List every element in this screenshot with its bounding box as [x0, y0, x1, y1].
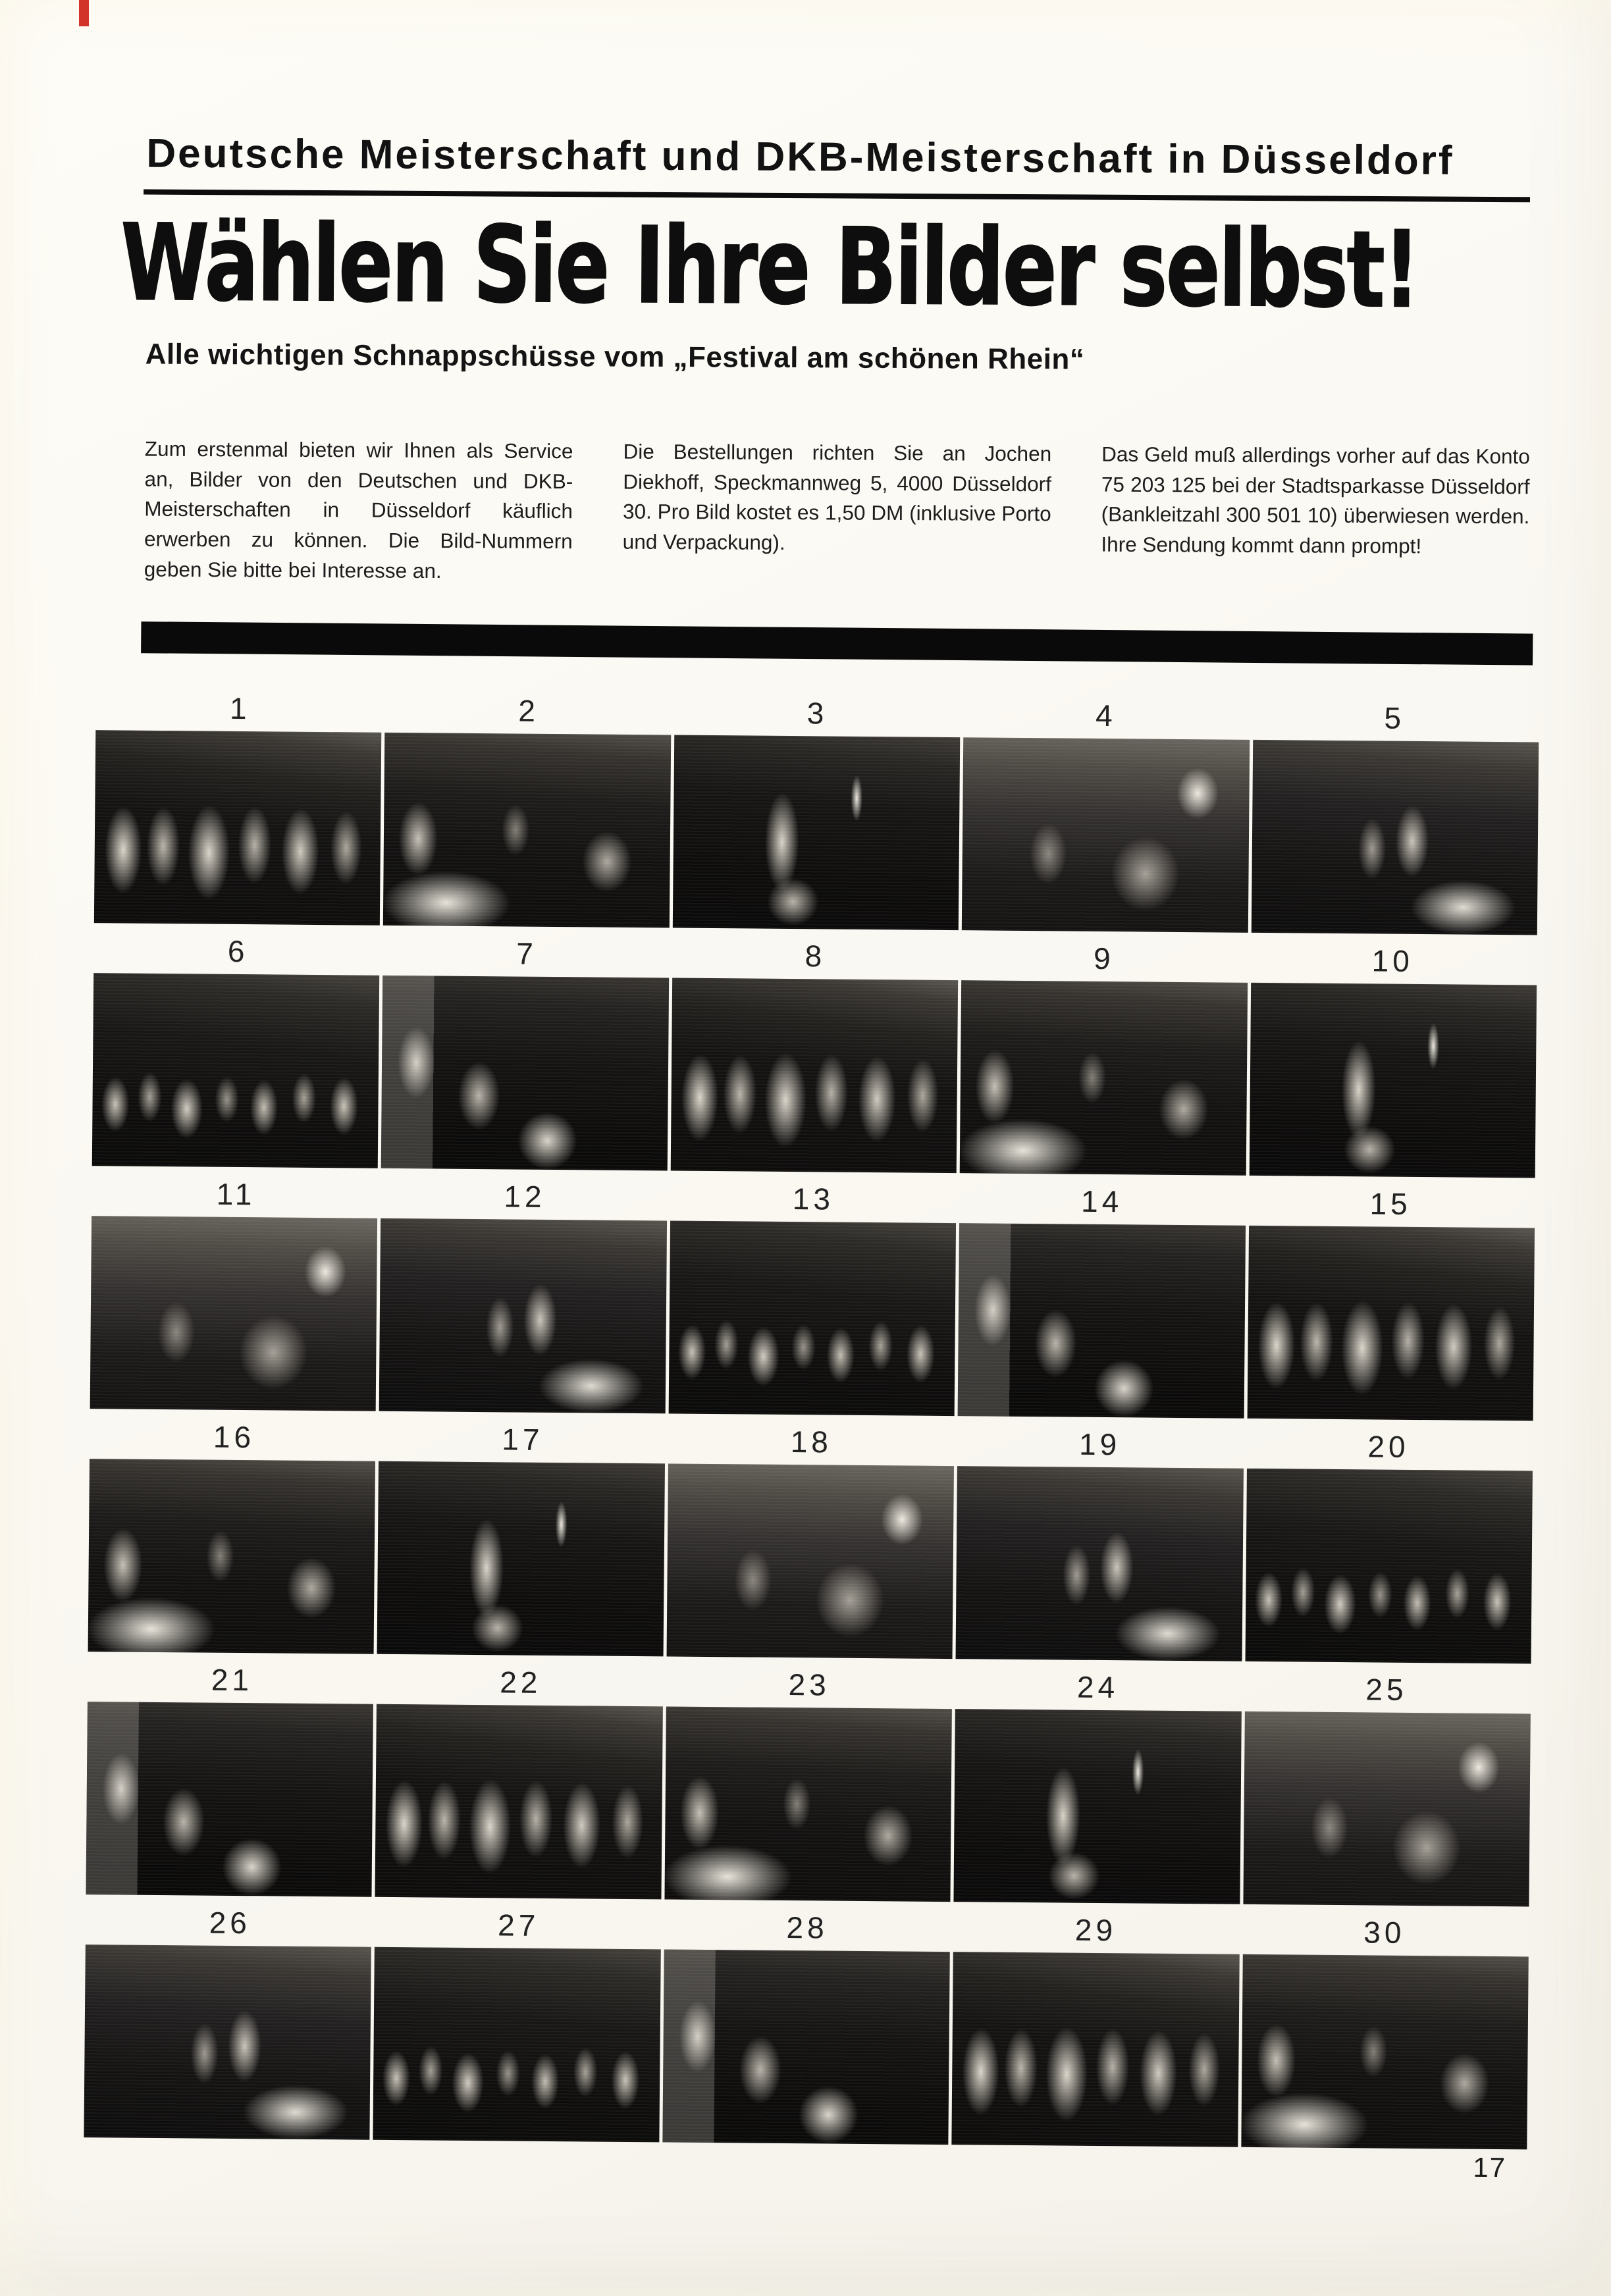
contact-sheet-row [84, 1902, 1529, 2149]
photo-thumbnail [90, 1216, 378, 1411]
photo-thumbnail [379, 1218, 667, 1414]
photo-thumbnail [958, 1223, 1246, 1419]
intro-column-2: Die Bestellungen richten Sie an Jochen Diekhoff, Speckmannweg 5, 4000 Düsseldorf 30. Pro Bild kostet es 1,50 DM (inklusive Porto und Verpackung). [622, 439, 1052, 555]
photo-thumbnail [960, 980, 1248, 1176]
photo-thumbnail [666, 1463, 954, 1659]
contact-sheet-row [94, 688, 1539, 935]
photo-thumbnail [962, 737, 1250, 933]
photo-number: 29 [1074, 1912, 1117, 1948]
photo-number: 24 [1076, 1669, 1119, 1705]
photo-strip [86, 1702, 1530, 1906]
photo-strip [88, 1459, 1533, 1663]
photo-thumbnail [952, 1952, 1240, 2147]
photo-thumbnail [1245, 1469, 1533, 1664]
photo-number: 27 [497, 1908, 540, 1943]
contact-sheet [84, 688, 1539, 2157]
photo-thumbnail [671, 978, 959, 1173]
intro-column-3: Das Geld muß allerdings vorher auf das Konto 75 203 125 bei der Stadtsparkasse Düsseldorf (Bankleitzahl 300 501 10) überwiesen werden. Ihre Sendung kommt dann prompt! [1101, 442, 1530, 558]
intro-text-columns [144, 434, 1530, 592]
photo-thumbnail [88, 1459, 376, 1654]
photo-thumbnail [383, 733, 671, 928]
photo-number: 3 [806, 696, 828, 731]
photo-thumbnail [375, 1704, 663, 1900]
photo-thumbnail [1241, 1954, 1529, 2150]
photo-thumbnail [1249, 983, 1537, 1178]
photo-strip [94, 730, 1539, 935]
photo-number: 23 [788, 1667, 830, 1702]
photo-number: 1 [229, 691, 251, 726]
photo-thumbnail [668, 1220, 956, 1416]
section-divider-bar [141, 621, 1533, 665]
photo-thumbnail [377, 1461, 665, 1657]
photo-number: 14 [1080, 1184, 1123, 1219]
photo-thumbnail [92, 973, 380, 1168]
photo-number: 25 [1365, 1672, 1408, 1707]
photo-number: 11 [216, 1176, 256, 1212]
photo-number: 2 [518, 693, 540, 728]
photo-number: 26 [209, 1905, 251, 1941]
photo-number: 20 [1367, 1429, 1410, 1464]
photo-number: 8 [805, 939, 826, 974]
photo-number: 4 [1095, 698, 1117, 733]
photo-number: 7 [516, 936, 538, 971]
photo-thumbnail [956, 1466, 1244, 1661]
photo-thumbnail [84, 1944, 371, 2140]
photo-number: 19 [1078, 1426, 1121, 1462]
photo-number: 28 [786, 1910, 828, 1945]
page-title: Wählen Sie Ihre Bilder selbst! [120, 201, 1419, 332]
photo-number: 15 [1369, 1186, 1412, 1221]
photo-number: 9 [1093, 941, 1115, 976]
page-number: 17 [1473, 2151, 1507, 2183]
photo-number: 13 [792, 1182, 835, 1216]
photo-number: 17 [502, 1422, 544, 1457]
photo-thumbnail [86, 1702, 373, 1897]
photo-number: 18 [790, 1424, 833, 1459]
photo-thumbnail [1247, 1226, 1535, 1421]
photo-number: 12 [504, 1179, 546, 1214]
intro-column-1: Zum erstenmal bieten wir Ihnen als Service an, Bilder von den Deutschen und DKB-Meisterschaften in Düsseldorf käuflich erwerben zu können. Die Bild-Nummern geben Sie bitte bei Interesse an. [144, 436, 573, 583]
photo-thumbnail [662, 1949, 950, 2145]
kicker-underline-rule [144, 190, 1530, 203]
photo-number: 5 [1384, 700, 1406, 735]
photo-number: 22 [500, 1665, 542, 1700]
photo-strip [84, 1944, 1528, 2149]
photo-thumbnail [94, 730, 382, 926]
photo-number: 16 [213, 1419, 255, 1455]
subheadline: Alle wichtigen Schnappschüsse vom „Festival am schönen Rhein“ [145, 338, 1085, 376]
photo-number: 30 [1363, 1915, 1406, 1950]
photo-thumbnail [1251, 740, 1539, 935]
contact-sheet-row [88, 1417, 1533, 1663]
photo-thumbnail [381, 976, 669, 1171]
photo-thumbnail [673, 735, 961, 931]
photo-strip [92, 973, 1537, 1178]
photo-number: 10 [1371, 943, 1414, 978]
photo-strip [90, 1216, 1535, 1421]
photo-number: 6 [227, 933, 249, 969]
photo-number: 21 [211, 1662, 253, 1698]
contact-sheet-row [90, 1174, 1535, 1421]
photo-thumbnail [664, 1706, 952, 1902]
contact-sheet-row [86, 1659, 1531, 1906]
photo-thumbnail [373, 1947, 661, 2143]
contact-sheet-row [92, 931, 1537, 1178]
photo-thumbnail [1243, 1711, 1531, 1907]
photo-thumbnail [954, 1709, 1242, 1904]
kicker-headline: Deutsche Meisterschaft und DKB-Meisterschaft in Düsseldorf [146, 130, 1454, 184]
